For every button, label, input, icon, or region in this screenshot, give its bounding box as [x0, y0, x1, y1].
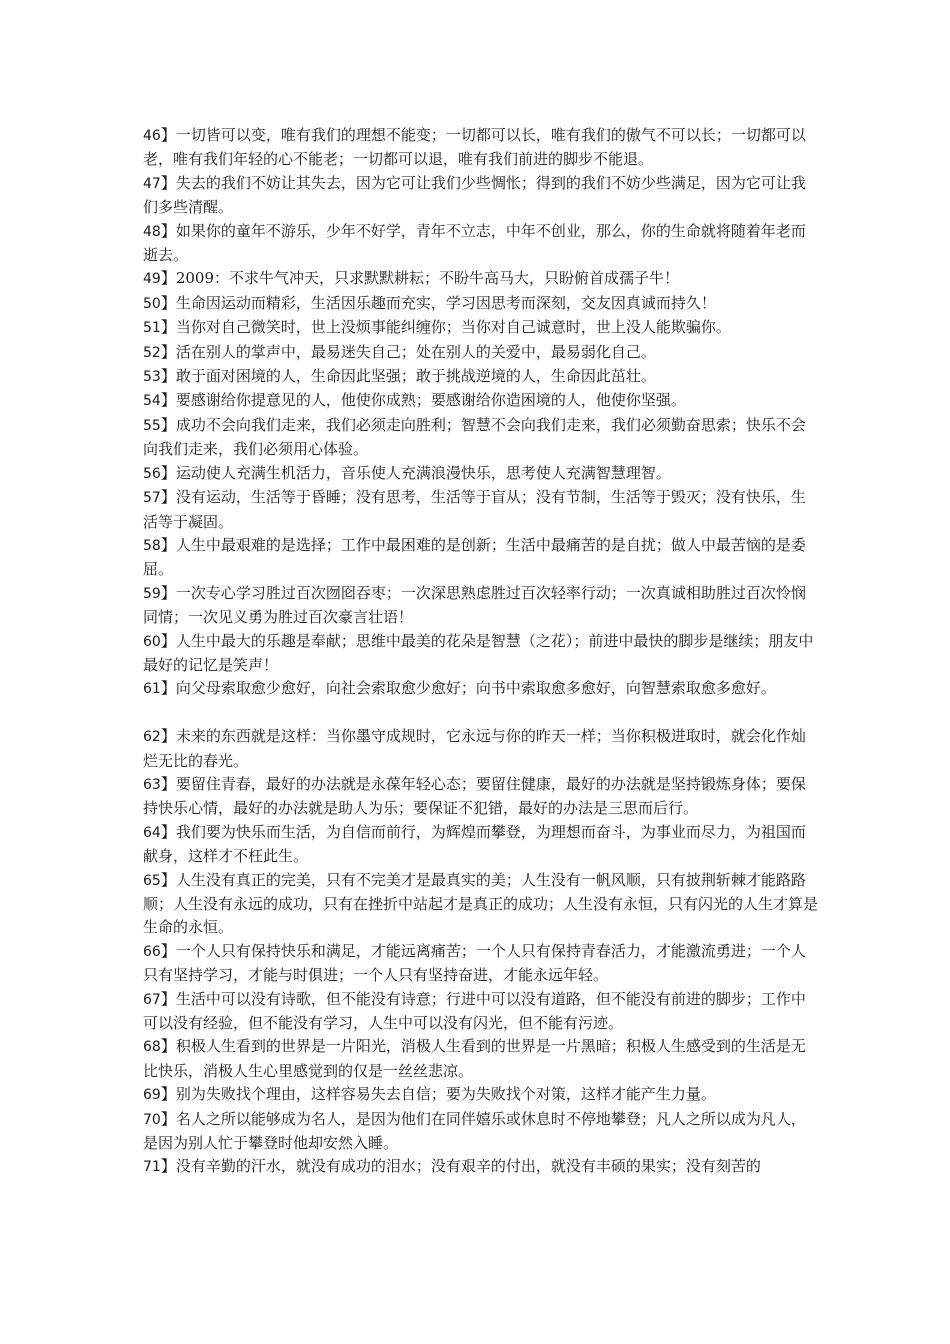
quote-text: 】向父母索取愈少愈好，向社会索取愈少愈好；向书中索取愈多愈好，向智慧索取愈多愈好。	[160, 679, 776, 698]
quote-number: 46	[143, 128, 161, 144]
quote-text: 】我们要为快乐而生活，为自信而前行，为辉煌而攀登，为理想而奋斗，为事业而尽力，为祖国而献身，这样才不枉此生。	[143, 822, 806, 866]
quote-49	[143, 267, 819, 291]
quote-text: 】生命因运动而精彩，生活因乐趣而充实，学习因思考而深刻，交友因真诚而持久！	[160, 293, 716, 312]
quote-number: 63	[143, 776, 161, 793]
quote-text: 】人生中最大的乐趣是奉献；思维中最美的花朵是智慧（之花）；前进中最快的脚步是继续；朋友中最好的记忆是笑声！	[143, 631, 814, 674]
quote-number: 58	[143, 537, 161, 554]
quote-number: 55	[143, 417, 161, 434]
paragraph-gap	[143, 702, 819, 725]
quote-text: 】人生没有真正的完美，只有不完美才是最真实的美；人生没有一帆风顺，只有披荆斩棘才能路路顺；人生没有永远的成功，只有在挫折中站起才是真正的成功；人生没有永恒，只有闪光的人生才算是生命的永恒。	[143, 870, 819, 937]
quote-text: 】敢于面对困境的人，生命因此坚强；敢于挑战逆境的人，生命因此茁壮。	[160, 367, 656, 386]
quote-60	[143, 630, 819, 678]
quote-text: 】积极人生看到的世界是一片阳光，消极人生看到的世界是一片黑暗；积极人生感受到的生活是无比快乐，消极人生心里感觉到的仅是一丝丝悲凉。	[143, 1037, 806, 1080]
quote-66	[143, 940, 819, 988]
quote-53	[143, 365, 819, 389]
quote-63	[143, 773, 819, 821]
quote-54	[143, 389, 819, 413]
quote-47	[143, 172, 819, 220]
quote-69	[143, 1083, 819, 1107]
quote-number: 62	[143, 729, 161, 746]
quote-number: 71	[143, 1159, 161, 1176]
quote-text: 】活在别人的掌声中，最易迷失自己；处在别人的关爱中，最易弱化自己。	[160, 342, 656, 361]
quote-56	[143, 462, 819, 486]
quote-51	[143, 316, 819, 340]
quote-text: 】生活中可以没有诗歌，但不能没有诗意；行进中可以没有道路，但不能没有前进的脚步；工作中可以没有经验，但不能没有学习，人生中可以没有闪光，但不能有污迹。	[143, 989, 806, 1033]
quote-59	[143, 582, 819, 630]
quote-71	[143, 1155, 819, 1179]
quote-text: 】要留住青春，最好的办法就是永葆年轻心态；要留住健康，最好的办法就是坚持锻炼身体；要保持快乐心情，最好的办法就是助人为乐；要保证不犯错，最好的办法是三思而后行。	[143, 774, 806, 818]
quote-48	[143, 220, 819, 268]
quote-number: 64	[143, 824, 161, 841]
quote-text: 】失去的我们不妨让其失去，因为它可让我们少些惆怅；得到的我们不妨少些满足，因为它可让我们多些清醒。	[143, 173, 806, 217]
quote-46	[143, 124, 819, 172]
quote-number: 60	[143, 633, 161, 650]
quote-text: 】一个人只有保持快乐和满足，才能远离痛苦；一个人只有保持青春活力，才能激流勇进；一个人只有坚持学习，才能与时俱进；一个人只有坚持奋进，才能永远年轻。	[143, 941, 806, 985]
quote-number: 49	[143, 271, 161, 288]
quote-number: 48	[143, 223, 161, 240]
quote-number: 51	[143, 320, 161, 337]
quote-65	[143, 869, 819, 940]
quote-text: 】要感谢给你提意见的人，他使你成熟；要感谢给你造困境的人，他使你坚强。	[160, 391, 686, 410]
quote-text: 】别为失败找个理由，这样容易失去自信；要为失败找个对策，这样才能产生力量。	[160, 1085, 716, 1104]
quote-70	[143, 1108, 819, 1156]
quote-58	[143, 534, 819, 582]
quote-text: 】运动使人充满生机活力，音乐使人充满浪漫快乐，思考使人充满智慧理智。	[160, 463, 671, 482]
quote-number: 69	[143, 1087, 161, 1104]
quote-text: 】一次专心学习胜过百次囫囵吞枣；一次深思熟虑胜过百次轻率行动；一次真诚相助胜过百次怜悯同情；一次见义勇为胜过百次豪言壮语！	[143, 583, 806, 627]
quote-text: 】名人之所以能够成为名人，是因为他们在同伴嬉乐或休息时不停地攀登；凡人之所以成为凡人，是因为别人忙于攀登时他却安然入睡。	[143, 1109, 806, 1153]
quote-text: 】成功不会向我们走来，我们必须走向胜利；智慧不会向我们走来，我们必须勤奋思索；快乐不会向我们走来，我们必须用心体验。	[143, 415, 806, 459]
quote-text: 】未来的东西就是这样：当你墨守成规时，它永远与你的昨天一样；当你积极进取时，就会化作灿烂无比的春光。	[143, 727, 806, 770]
quote-text: 】当你对自己微笑时，世上没烦事能纠缠你；当你对自己诚意时，世上没人能欺骗你。	[160, 318, 731, 337]
quote-68	[143, 1035, 819, 1083]
quote-number: 57	[143, 490, 161, 507]
quote-50	[143, 292, 819, 316]
quote-number: 54	[143, 393, 161, 410]
quote-number: 68	[143, 1039, 161, 1056]
quote-number: 59	[143, 585, 161, 602]
quote-text: 】人生中最艰难的是选择；工作中最困难的是创新；生活中最痛苦的是自扰；做人中最苦恼的是委屈。	[143, 535, 806, 579]
quote-61	[143, 677, 819, 701]
quote-text: 】2009：不求牛气冲天，只求默默耕耘；不盼牛高马大，只盼俯首成孺子牛！	[160, 269, 680, 288]
quote-text: 】没有运动，生活等于昏睡；没有思考，生活等于盲从；没有节制，生活等于毁灭；没有快乐，生活等于凝固。	[143, 488, 806, 531]
quote-number: 67	[143, 991, 161, 1008]
quote-62	[143, 725, 819, 773]
quote-number: 66	[143, 943, 161, 960]
quote-number: 53	[143, 369, 161, 386]
quote-67	[143, 988, 819, 1036]
quote-64	[143, 821, 819, 869]
quote-text: 】没有辛勤的汗水，就没有成功的泪水；没有艰辛的付出，就没有丰硕的果实；没有刻苦的	[160, 1157, 761, 1176]
quote-text: 】一切皆可以变，唯有我们的理想不能变；一切都可以长，唯有我们的傲气不可以长；一切都可以老，唯有我们年轻的心不能老；一切都可以退，唯有我们前进的脚步不能退。	[143, 126, 806, 169]
quote-number: 61	[143, 681, 161, 698]
quote-number: 70	[143, 1111, 161, 1128]
document-body	[143, 124, 819, 1180]
quote-57	[143, 486, 819, 534]
quote-number: 52	[143, 344, 161, 361]
quote-number: 56	[143, 465, 161, 482]
quote-text: 】如果你的童年不游乐，少年不好学，青年不立志，中年不创业，那么，你的生命就将随着年老而逝去。	[143, 221, 806, 265]
quote-number: 47	[143, 175, 161, 192]
quote-55	[143, 414, 819, 462]
quote-number: 50	[143, 295, 161, 312]
quote-number: 65	[143, 872, 161, 889]
quote-52	[143, 341, 819, 365]
